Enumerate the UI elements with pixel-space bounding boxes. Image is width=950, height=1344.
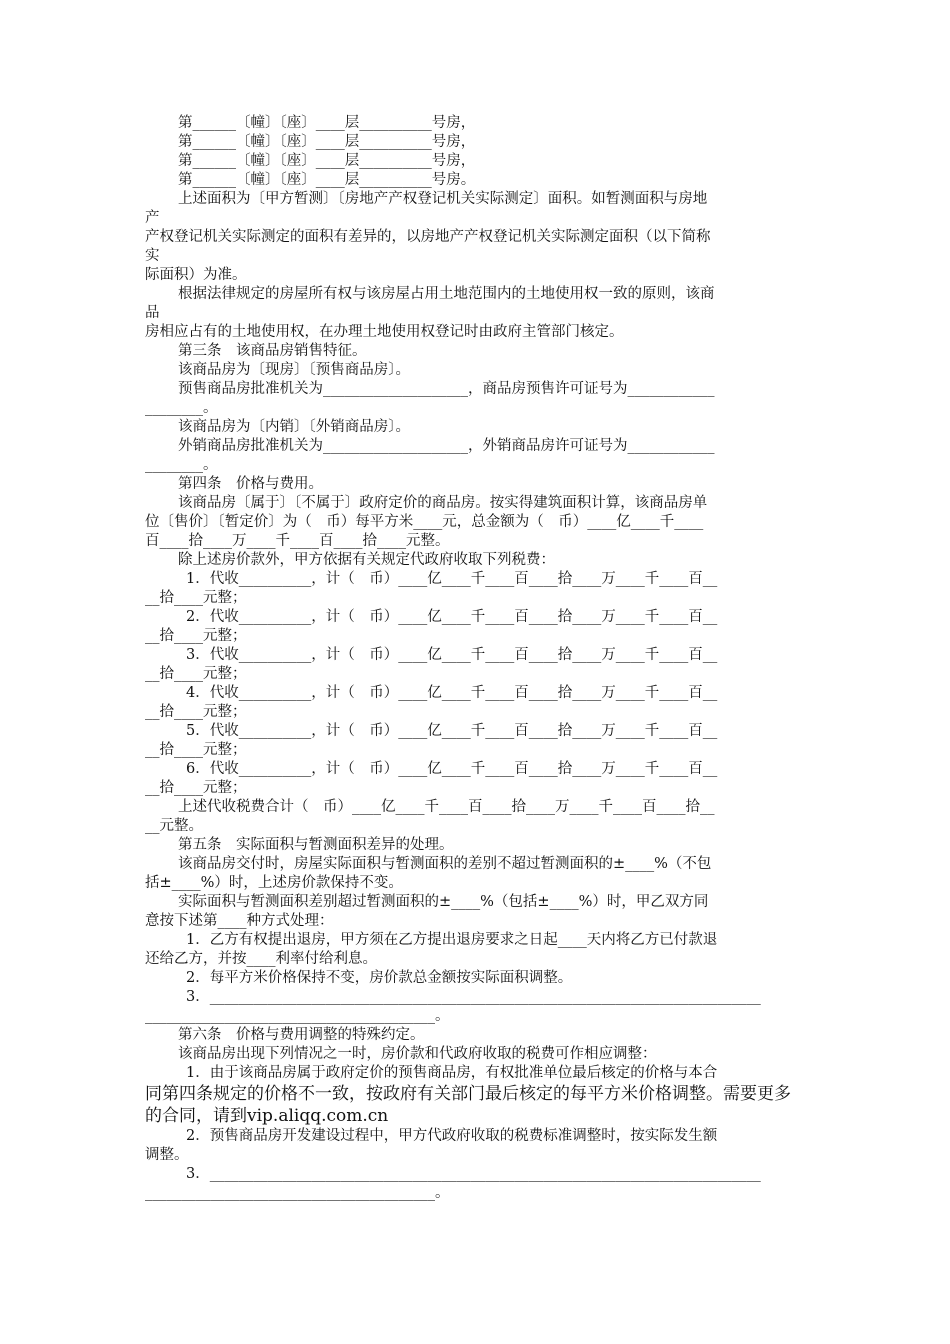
text-line: 2．每平方米价格保持不变，房价款总金额按实际面积调整。 — [186, 970, 573, 986]
text-line: 该商品房出现下列情况之一时，房价款和代政府收取的税费可作相应调整： — [178, 1046, 657, 1062]
text-line: 房相应占有的土地使用权，在办理土地使用权登记时由政府主管部门核定。 — [145, 324, 624, 340]
text-line: 产权登记机关实际测定的面积有差异的，以房地产产权登记机关实际测定面积（以下简称 — [145, 229, 711, 245]
text-line: 第六条 价格与费用调整的特殊约定。 — [178, 1027, 425, 1043]
text-line: 3．____________________________________________________________________________ — [186, 989, 761, 1005]
text-line: 该商品房为〔内销〕〔外销商品房〕。 — [178, 419, 410, 435]
text-line: 第五条 实际面积与暂测面积差异的处理。 — [178, 837, 454, 853]
text-line: 1．由于该商品房属于政府定价的预售商品房，有权批准单位最后核定的价格与本合 — [186, 1065, 718, 1081]
text-line: 第______〔幢〕〔座〕____层__________号房。 — [178, 172, 476, 188]
text-line: 该商品房为〔现房〕〔预售商品房〕。 — [178, 362, 410, 378]
text-line: 品 — [145, 305, 160, 321]
text-line: 除上述房价款外，甲方依据有关规定代政府收取下列税费： — [178, 552, 555, 568]
text-line: 百____拾____万____千____百____拾____元整。 — [145, 533, 450, 549]
text-line: 上述代收税费合计（ 币）____亿____千____百____拾____万____千____百____拾__ — [178, 799, 715, 815]
text-line: 5．代收__________，计（ 币）____亿____千____百____拾____万____千____百__ — [186, 723, 718, 739]
text-line: __拾____元整； — [145, 780, 247, 796]
text-line: 4．代收__________，计（ 币）____亿____千____百____拾____万____千____百__ — [186, 685, 718, 701]
text-line: 括±____%）时，上述房价款保持不变。 — [145, 875, 403, 891]
text-line: 第______〔幢〕〔座〕____层__________号房， — [178, 115, 476, 131]
text-line: 该商品房交付时，房屋实际面积与暂测面积的差别不超过暂测面积的±____%（不包 — [178, 856, 712, 872]
text-line: __拾____元整； — [145, 590, 247, 606]
text-line: 3．____________________________________________________________________________ — [186, 1166, 761, 1182]
text-line: 调整。 — [145, 1147, 189, 1163]
text-line: __拾____元整； — [145, 666, 247, 682]
text-line: 外销商品房批准机关为____________________，外销商品房许可证号为____________ — [178, 438, 715, 454]
text-line: 位〔售价〕〔暂定价〕为（ 币）每平方米____元，总金额为（ 币）____亿____千____ — [145, 514, 704, 530]
text-line: __元整。 — [145, 818, 203, 834]
text-line: __拾____元整； — [145, 704, 247, 720]
text-line: 还给乙方，并按____利率付给利息。 — [145, 951, 377, 967]
text-line: 2．预售商品房开发建设过程中，甲方代政府收取的税费标准调整时，按实际发生额 — [186, 1128, 718, 1144]
text-line: 该商品房〔属于〕〔不属于〕政府定价的商品房。按实得建筑面积计算，该商品房单 — [178, 495, 708, 511]
text-line: 际面积）为准。 — [145, 267, 247, 283]
text-line: 1．乙方有权提出退房，甲方须在乙方提出退房要求之日起____天内将乙方已付款退 — [186, 932, 718, 948]
text-line: 实 — [145, 248, 160, 264]
text-line: ________。 — [145, 457, 218, 473]
text-line: 同第四条规定的价格不一致，按政府有关部门最后核定的每平方米价格调整。需要更多 — [145, 1084, 791, 1104]
text-line: 3．代收__________，计（ 币）____亿____千____百____拾____万____千____百__ — [186, 647, 718, 663]
text-line: 6．代收__________，计（ 币）____亿____千____百____拾____万____千____百__ — [186, 761, 718, 777]
text-line: __拾____元整； — [145, 628, 247, 644]
text-line: ________________________________________。 — [145, 1008, 450, 1024]
text-line: 实际面积与暂测面积差别超过暂测面积的±____%（包括±____%）时，甲乙双方同 — [178, 894, 709, 910]
text-line: 产 — [145, 210, 160, 226]
text-line: 预售商品房批准机关为____________________，商品房预售许可证号为____________ — [178, 381, 715, 397]
text-line: 的合同，请到vip.aliqq.com.cn — [145, 1106, 389, 1126]
text-line: 第______〔幢〕〔座〕____层__________号房， — [178, 153, 476, 169]
text-line: __拾____元整； — [145, 742, 247, 758]
contract-document-body — [0, 114, 950, 1203]
text-line: 根据法律规定的房屋所有权与该房屋占用土地范围内的土地使用权一致的原则，该商 — [178, 286, 715, 302]
text-line: 第______〔幢〕〔座〕____层__________号房， — [178, 134, 476, 150]
text-line: 上述面积为〔甲方暂测〕〔房地产产权登记机关实际测定〕面积。如暂测面积与房地 — [178, 191, 708, 207]
text-line: 意按下述第____种方式处理： — [145, 913, 334, 929]
text-line: 第四条 价格与费用。 — [178, 476, 323, 492]
text-line: 第三条 该商品房销售特征。 — [178, 343, 367, 359]
text-line: ________。 — [145, 400, 218, 416]
text-line: 1．代收__________，计（ 币）____亿____千____百____拾____万____千____百__ — [186, 571, 718, 587]
text-line: ________________________________________。 — [145, 1185, 450, 1201]
text-line: 2．代收__________，计（ 币）____亿____千____百____拾____万____千____百__ — [186, 609, 718, 625]
